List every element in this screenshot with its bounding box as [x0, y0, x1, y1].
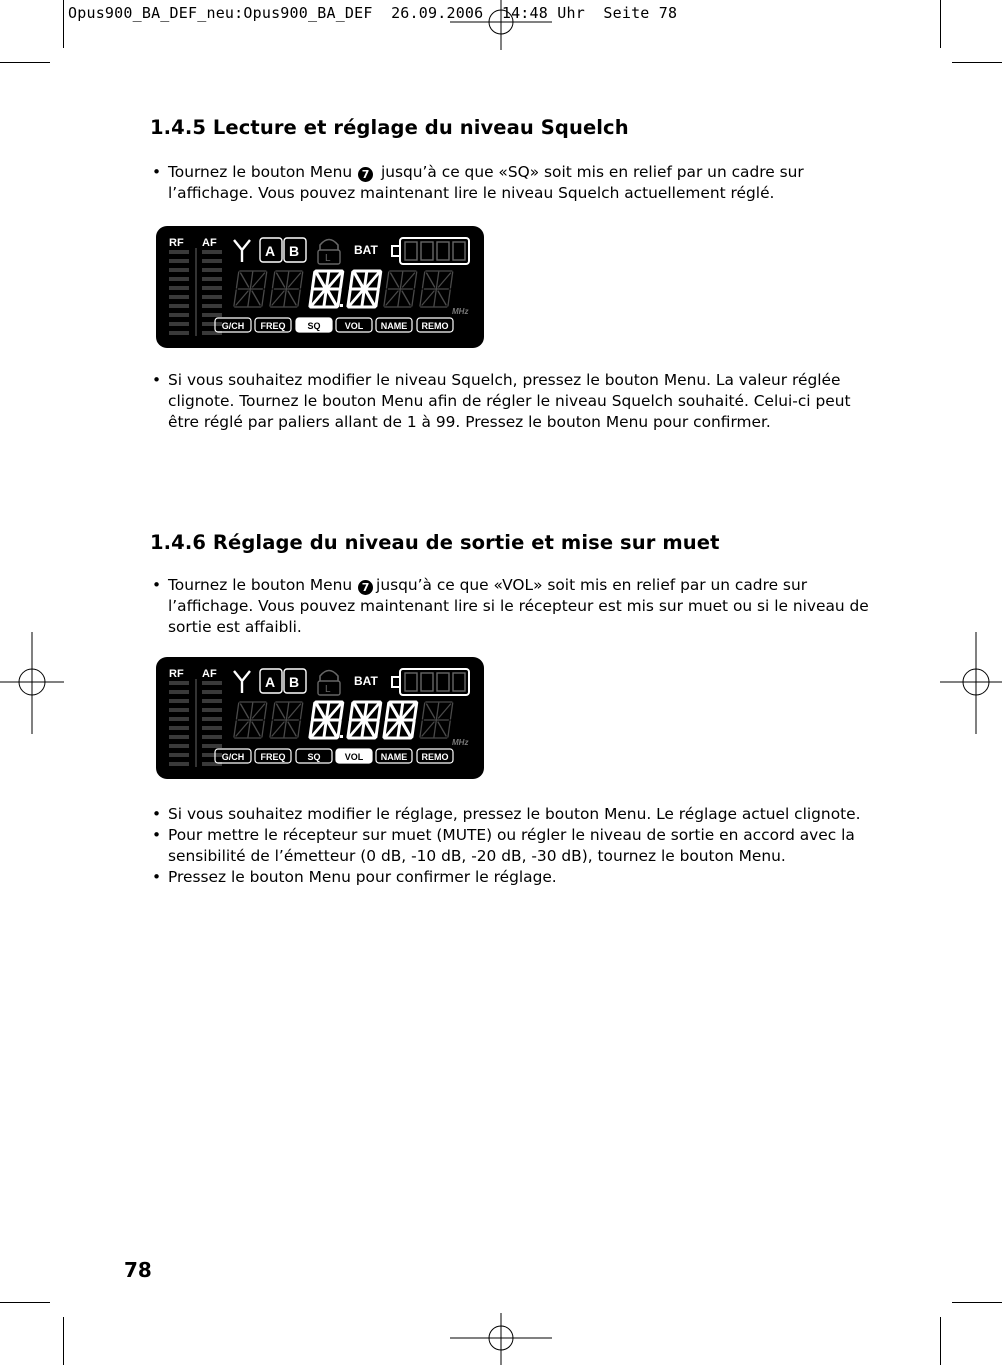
svg-text:L: L	[325, 684, 331, 695]
volume-adjust-list	[150, 804, 885, 888]
lcd-display-sq	[156, 226, 484, 348]
print-slug-line: Opus900_BA_DEF_neu:Opus900_BA_DEF 26.09.2006 14:48 Uhr Seite 78	[68, 4, 678, 22]
svg-text:NAME: NAME	[380, 321, 408, 331]
list-item: • Pressez le bouton Menu pour confirmer le réglage.	[150, 867, 885, 888]
lcd-a-indicator: A	[265, 674, 276, 690]
svg-text:G/CH: G/CH	[221, 752, 245, 762]
list-item: • Si vous souhaitez modifier le niveau Squelch, pressez le bouton Menu. La valeur réglée clignote. Tournez le bouton Menu afin de régler le niveau Squelch souhaité. Celui-ci peut être réglé par paliers allant de 1 à 99. Pressez le bouton Menu pour confirmer.	[150, 370, 885, 433]
lcd-menu-label	[376, 749, 412, 763]
registration-mark-bottom	[450, 1313, 552, 1365]
volume-intro-list	[150, 575, 885, 638]
menu-knob-reference-badge: 7	[358, 580, 373, 595]
crop-mark	[0, 62, 50, 63]
lcd-unit-label: MHz	[452, 738, 469, 747]
lcd-af-label: AF	[202, 668, 217, 680]
menu-knob-reference-badge: 7	[358, 167, 373, 182]
lcd-menu-label	[296, 318, 332, 332]
registration-mark-right	[940, 632, 1002, 734]
section-heading-squelch: 1.4.5 Lecture et réglage du niveau Squelch	[150, 116, 629, 139]
lcd-bat-label: BAT	[354, 674, 378, 688]
lcd-menu-label	[336, 749, 372, 763]
squelch-intro-list	[150, 162, 885, 204]
lcd-bat-label: BAT	[354, 243, 378, 257]
lcd-b-indicator: B	[289, 674, 300, 690]
list-item: • Pour mettre le récepteur sur muet (MUTE) ou régler le niveau de sortie en accord avec la sensibilité de l’émetteur (0 dB, -10 dB, -20 dB, -30 dB), tournez le bouton Menu.	[150, 825, 885, 867]
svg-text:NAME: NAME	[380, 752, 408, 762]
crop-mark	[940, 1317, 941, 1365]
lcd-menu-label	[376, 318, 412, 332]
lcd-b-indicator: B	[289, 243, 300, 259]
registration-mark-left	[0, 632, 64, 734]
list-item: • Tournez le bouton Menu 7 jusqu’à ce que «SQ» soit mis en relief par un cadre sur l’affichage. Vous pouvez maintenant lire le niveau Squelch actuellement réglé.	[150, 162, 885, 204]
lcd-rf-label: RF	[169, 237, 184, 249]
crop-mark	[0, 1302, 50, 1303]
svg-text:REMO: REMO	[421, 752, 449, 762]
svg-text:FREQ: FREQ	[260, 752, 286, 762]
registration-mark-top	[450, 0, 552, 50]
lcd-rf-label: RF	[169, 668, 184, 680]
svg-text:VOL: VOL	[344, 321, 364, 331]
svg-text:VOL: VOL	[344, 752, 364, 762]
section-heading-volume: 1.4.6 Réglage du niveau de sortie et mise sur muet	[150, 531, 720, 554]
lcd-menu-label	[417, 318, 453, 332]
svg-text:REMO: REMO	[421, 321, 449, 331]
crop-mark	[940, 0, 941, 48]
lcd-unit-label: MHz	[452, 307, 469, 316]
svg-text:FREQ: FREQ	[260, 321, 286, 331]
svg-text:SQ: SQ	[307, 321, 321, 331]
crop-mark	[63, 0, 64, 48]
list-item: • Si vous souhaitez modifier le réglage, pressez le bouton Menu. Le réglage actuel clignote.	[150, 804, 885, 825]
lcd-af-label: AF	[202, 237, 217, 249]
crop-mark	[952, 1302, 1002, 1303]
squelch-adjust-list	[150, 370, 885, 433]
lcd-menu-label	[417, 749, 453, 763]
svg-text:SQ: SQ	[307, 752, 321, 762]
crop-mark	[63, 1317, 64, 1365]
page-number: 78	[124, 1258, 152, 1282]
list-item: • Tournez le bouton Menu 7 jusqu’à ce que «VOL» soit mis en relief par un cadre sur l’affichage. Vous pouvez maintenant lire si le récepteur est mis sur muet ou si le niveau de sortie est affaibli.	[150, 575, 885, 638]
lcd-display-vol	[156, 657, 484, 779]
svg-text:L: L	[325, 253, 331, 264]
svg-text:G/CH: G/CH	[221, 321, 245, 331]
crop-mark	[952, 62, 1002, 63]
lcd-a-indicator: A	[265, 243, 276, 259]
